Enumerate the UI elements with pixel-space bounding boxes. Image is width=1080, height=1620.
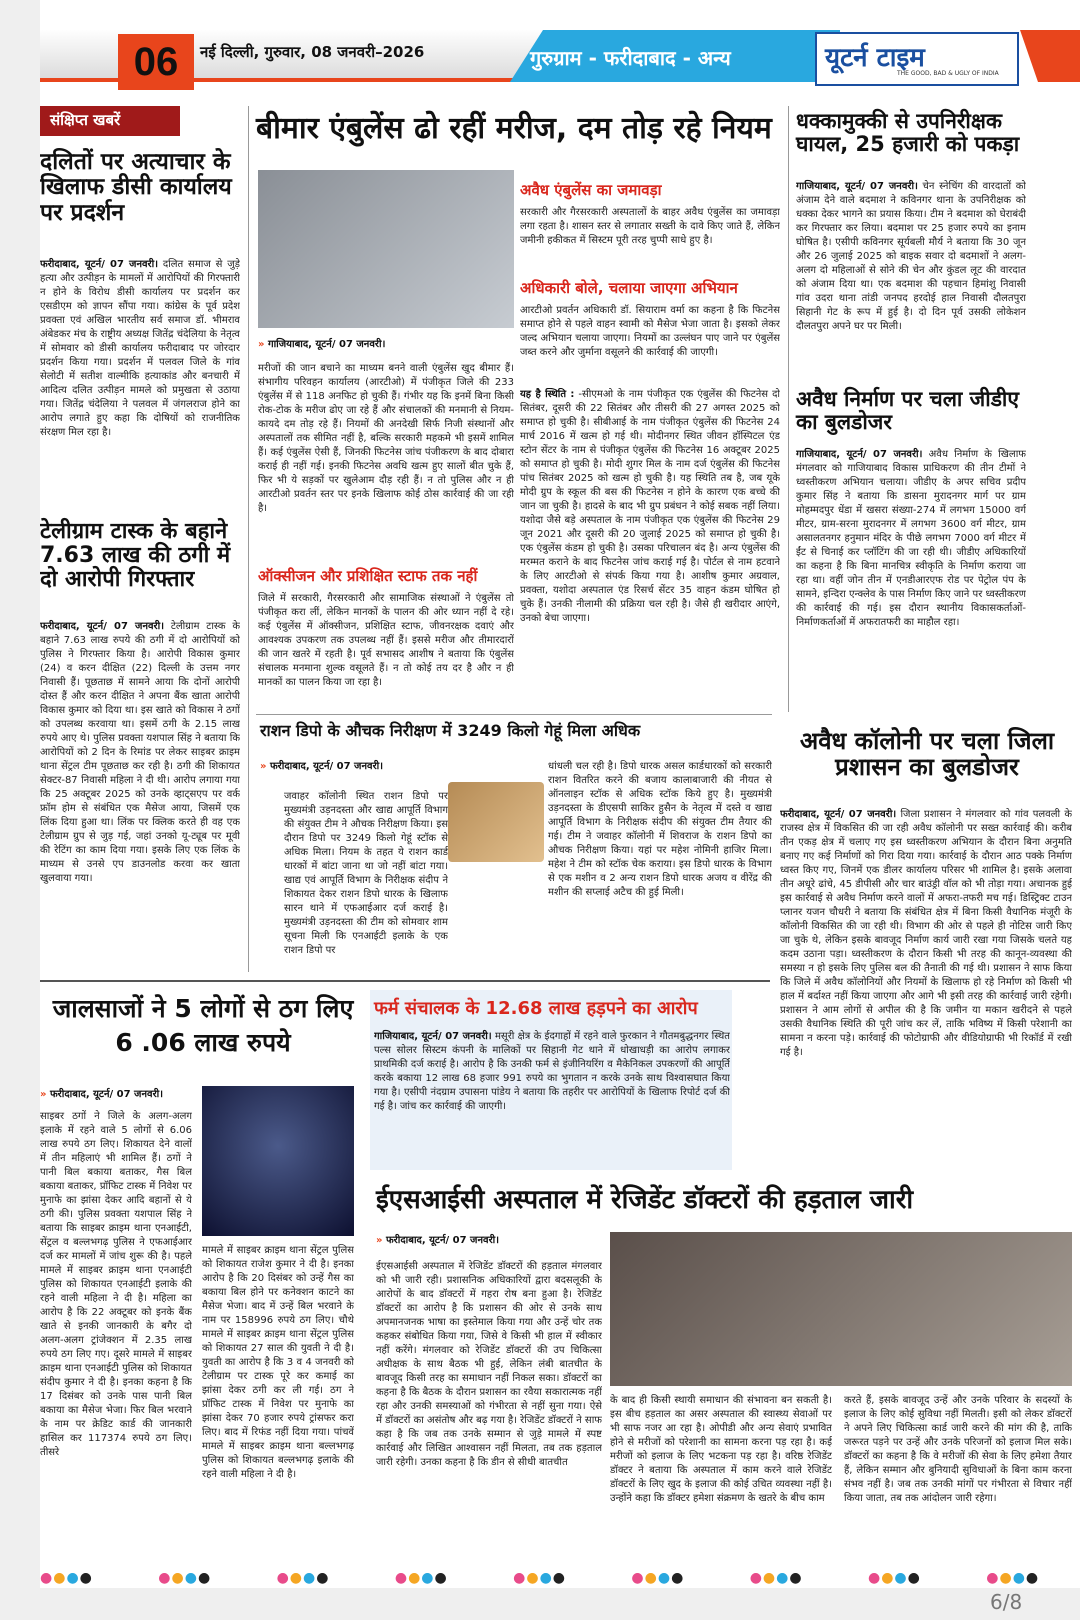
hacker-photo — [202, 1086, 354, 1236]
column-rule — [248, 106, 249, 972]
page-number: 06 — [118, 34, 194, 90]
lead-body-1: मरीजों की जान बचाने का माध्यम बनने वाली एंबुलेंस खुद बीमार हैं। संभागीय परिवहन कार्यालय (आरटीओ) में पंजीकृत जिले की 233 एंबुलेंस में से 118 अनफिट हो चुकी हैं। गंभीर यह कि इनमें बिना किसी रोक-टोक के मरीज ढोए जा रहे हैं और संचालकों की मनमानी से नियम-कायदे दम तोड़ रहे हैं। नियमों की अनदेखी सिर्फ निजी संस्थानों और अस्पतालों तक सीमित नहीं है, बल्कि सरकारी महकमे भी इसमें शामिल हैं। कई एंबुलेंस ऐसी हैं, जिनकी फिटनेस जांच पंजीकरण के बाद दोबारा कराई ही नहीं गई। इनकी फिटनेस अवधि खत्म हुए सालों बीत चुके हैं, फिर भी ये सड़कों पर खुलेआम दौड़ रही हैं। न तो पुलिस और न ही आरटीओ प्रवर्तन स्तर पर इनके खिलाफ कोई ठोस कार्रवाई की जा रही है। — [258, 363, 514, 514]
publication-logo — [815, 32, 1019, 86]
brief-story2-headline: टेलीग्राम टास्क के बहाने 7.63 लाख की ठगी में दो आरोपी गिरफ्तार — [40, 519, 231, 593]
section-title: गुरुग्राम - फरीदाबाद - अन्य — [530, 46, 731, 70]
right1-body — [796, 178, 1026, 378]
ration-headline: राशन डिपो के औचक निरीक्षण में 3249 किलो गेहूं मिला अधिक — [260, 721, 641, 740]
lead-body-5 — [520, 388, 780, 710]
column-rule — [788, 106, 789, 712]
right1-text: चेन स्नेचिंग की वारदातों को अंजाम देने वाले बदमाश ने कविनगर थाना के उपनिरीक्षक को धक्का देकर भागने का प्रयास किया। टीम ने बदमाश को घेराबंदी कर गिरफ्तार कर लिया। बदमाश पर 25 हजार रुपये का इनाम घोषित है। एसीपी कविनगर सूर्यबली मौर्य ने बताया कि 30 जून और 26 जुलाई 2025 को बाइक सवार दो बदमाशों ने अलग-अलग दो महिलाओं से सोने की चेन और कुंडल लूट की वारदात को अंजाम दिया था। एक बदमाश की पहचान हिमांशु निवासी गांव उदरा थाना तांडी जनपद हरदोई हाल निवासी दौलतपुरा सिहानी गेट के रूप में हुई है। दो दिन पूर्व उसकी लोकेशन दौलतपुरा अपने घर पर मिली। — [796, 181, 1026, 332]
wheat-photo — [448, 782, 544, 862]
esic-body-3: करते हैं, इसके बावजूद उन्हें और उनके परिवार के सदस्यों के इलाज के लिए कोई सुविधा नहीं मिलती। इसी को लेकर डॉक्टरों ने अपने लिए चिकित्सा कार्ड जारी करने की मांग की है, ताकि जरूरत पड़ने पर उन्हें और उनके परिजनों को इलाज मिल सके। डॉक्टरों का कहना है कि वे मरीजों की सेवा के लिए हमेशा तैयार हैं, लेकिन सम्मान और बुनियादी सुविधाओं के बिना काम करना संभव नहीं है। जब तक उनकी मांगों पर गंभीरता से विचार नहीं किया जाता, तब तक आंदोलन जारी रहेगा। — [844, 1395, 1072, 1504]
right2-text: अवैध निर्माण के खिलाफ मंगलवार को गाजियाबाद विकास प्राधिकरण की तीन टीमों ने ध्वस्तीकरण अभियान चलाया। जीडीए के अपर सचिव प्रदीप कुमार सिंह ने बताया कि डासना मुरादनगर मार्ग पर ग्राम मोहम्मदपुर धेंडा में खसरा संख्या-274 में लगभग 15000 वर्ग मीटर, ग्राम-सरना मुरादनगर में लगभग 3600 वर्ग मीटर, ग्राम असालतनगर हनुमान मंदिर के पीछे लगभग 7000 वर्ग मीटर में ईंट से चिनाई कर प्लॉटिंग की जा रही थी। जीडीए अधिकारियों का कहना है कि बिना मानचित्र स्वीकृति के निर्माण कराया जा रहा था। वहीं जोन तीन में एनडीआरएफ रोड पर पेट्रोल पंप के सामने, इन्दिरा एन्क्लेव के पास निर्माण किए जाने पर ध्वस्तीकरण की कार्रवाई की गई। इस दौरान स्थानीय विकासकर्ताओं- निर्माणकर्ताओं में अफरातफरी का माहौल रहा। — [796, 449, 1026, 628]
right2-dateline: गाजियाबाद, यूटर्न/ 07 जनवरी। — [796, 449, 923, 460]
lead-subhead-oxygen: ऑक्सीजन और प्रशिक्षित स्टाफ तक नहीं — [258, 567, 478, 585]
newspaper-page — [40, 0, 1080, 1588]
dateline-arrow-icon: » — [376, 1235, 386, 1246]
lead-photo-caption — [258, 336, 514, 350]
brief-news-tag: संक्षिप्त खबरें — [40, 106, 180, 136]
lead-photo-caption-text: गाजियाबाद, यूटर्न/ 07 जनवरी। — [267, 339, 386, 350]
ration-body-1: जवाहर कॉलोनी स्थित राशन डिपो पर मुख्यमंत्री उड़नदस्ता और खाद्य आपूर्ति विभाग की संयुक्त टीम ने औचक निरीक्षण किया। इस दौरान डिपो पर 3249 किलो गेहूं स्टॉक से अधिक मिला। नियम के तहत ये राशन कार्ड धारकों में बांटा जाना था जो नहीं बांटा गया। खाद्य एवं आपूर्ति विभाग के निरीक्षक संदीप ने शिकायत देकर राशन डिपो धारक के खिलाफ सारन थाने में एफआईआर दर्ज कराई है। मुख्यमंत्री उड़नदस्ता की टीम को सोमवार शाम सूचना मिली कि एनआईटी इलाके के एक राशन डिपो पर — [284, 791, 448, 956]
esic-dateline — [376, 1232, 576, 1246]
right1-dateline: गाजियाबाद, यूटर्न/ 07 जनवरी। — [796, 181, 918, 192]
brief-story2-dateline: फरीदाबाद, यूटर्न/ 07 जनवरी। — [40, 621, 165, 632]
esic-dateline-text: फरीदाबाद, यूटर्न/ 07 जनवरी। — [385, 1235, 500, 1246]
colony-headline: अवैध कॉलोनी पर चला जिला प्रशासन का बुलडोजर — [799, 727, 1055, 782]
section-rule — [40, 980, 770, 982]
logo-tagline: THE GOOD, BAD & UGLY OF INDIA — [897, 70, 999, 77]
masthead-corner — [1020, 30, 1080, 82]
lead-body-2: जिले में सरकारी, गैरसरकारी और सामाजिक संस्थाओं ने एंबुलेंस तो पंजीकृत करा लीं, लेकिन मानकों के पालन की ओर ध्यान नहीं दे रहे। कई एंबुलेंस में ऑक्सीजन, प्रशिक्षित स्टाफ, जीवनरक्षक दवाएं और आवश्यक उपकरण तक उपलब्ध नहीं हैं। इससे मरीज और तीमारदारों की जान खतरे में रहती है। पूर्व सभासद आशीष ने बताया कि एंबुलेंस संचालक मनमाना शुल्क वसूलते हैं। न तो कोई तय दर है और न ही मानकों का पालन किया जा रहा है। — [258, 593, 514, 688]
firm-text: मसूरी क्षेत्र के ईदगाहों में रहने वाले फुरकान ने गौतमबुद्धनगर स्थित पल्स सोलर सिस्टम कंपनी के मालिकों पर सिहानी गेट थाने में धोखाधड़ी का आरोप लगाकर प्राथमिकी दर्ज कराई है। आरोप है कि उनकी फर्म से इंजीनियरिंग व मैकेनिकल उपकरणों की आपूर्ति करके बकाया 12 लाख 68 हजार 991 रुपये का भुगतान न करके उनके साथ विश्वासघात किया गया है। एसीपी नंदग्राम उपासना पांडेय ने बताया कि तहरीर पर आरोपियों के खिलाफ रिपोर्ट दर्ज की गई है। जांच कर कार्रवाई की जाएगी। — [374, 1031, 730, 1112]
brief-story1-dateline: फरीदाबाद, यूटर्न/ 07 जनवरी। — [40, 259, 159, 270]
brief-story1-headline: दलितों पर अत्याचार के खिलाफ डीसी कार्यालय पर प्रदर्शन — [40, 149, 232, 226]
dateline-arrow-icon: » — [260, 761, 270, 772]
masthead — [40, 30, 1080, 88]
lead-headline: बीमार एंबुलेंस ढो रहीं मरीज, दम तोड़ रहे नियम — [256, 111, 772, 146]
brief-story2-body — [40, 618, 240, 970]
caption-arrow-icon: » — [258, 339, 268, 350]
right2-headline: अवैध निर्माण पर चला जीडीए का बुलडोजर — [796, 387, 1019, 435]
colony-body — [780, 806, 1072, 1166]
logo-wordmark: यूटर्न टाइम — [825, 43, 925, 73]
esic-body-2: के बाद ही किसी स्थायी समाधान की संभावना बन सकती है। इस बीच हड़ताल का असर अस्पताल की स्वास्थ्य सेवाओं पर भी साफ नजर आ रहा है। ओपीडी और अन्य सेवाएं प्रभावित होने से मरीजों को परेशानी का सामना करना पड़ रहा है। कई मरीजों को इलाज के लिए भटकना पड़ रहा है। वरिष्ठ रेजिडेंट डॉक्टर ने बताया कि अस्पताल में काम करने वाले रेजिडेंट डॉक्टरों के लिए खुद के इलाज की कोई उचित व्यवस्था नहीं है। उन्होंने कहा कि डॉक्टर हमेशा संक्रमण के खतरे के बीच काम — [610, 1395, 832, 1504]
firm-body — [374, 1028, 730, 1168]
lead-subhead-officials: अधिकारी बोले, चलाया जाएगा अभियान — [520, 279, 738, 297]
right2-body — [796, 446, 1026, 706]
lead-body-4: आरटीओ प्रवर्तन अधिकारी डॉ. सियाराम वर्मा का कहना है कि फिटनेस समाप्त होने से पहले वाहन स्वामी को मैसेज भेजा जाता है। इसको लेकर जल्द अभियान चलाया जाएगा। नियमों का उल्लंघन पाए जाने पर एंबुलेंस जब्त करने और जुर्माना वसूलने की कार्रवाई की जाएगी। — [520, 305, 780, 358]
lead-status-text: -सीएमओ के नाम पंजीकृत एक एंबुलेंस की फिटनेस दो सितंबर, दूसरी की 22 सितंबर और तीसरी की 27 अगस्त 2025 को समाप्त हो चुकी है। सीबीआई के नाम पंजीकृत एंबुलेंस की फिटनेस 24 मार्च 2016 में खत्म हो गई थी। मोदीनगर स्थित जीवन हॉस्पिटल एंड स्टोन सेंटर के नाम से पंजीकृत एंबुलेंस की फिटनेस 16 अक्टूबर 2025 को समाप्त हो चुकी है। मोदी शुगर मिल के नाम दर्ज एंबुलेंस की फिटनेस पांच सितंबर 2025 को खत्म हो चुकी है। यह स्थिति तब है, जब यूके मोदी ग्रुप के स्कूल की बस की फिटनेस न होने के कारण एक बच्चे की जान जा चुकी है। हादसे के बाद भी ग्रुप प्रबंधन ने कोई सबक नहीं लिया। यशोदा जैसे बड़े अस्पताल के नाम पंजीकृत एक एंबुलेंस की फिटनेस 29 जून 2021 और दूसरी की 20 जुलाई 2025 को समाप्त हो चुकी है। एक एंबुलेंस कंडम हो चुकी है। उसका परिचालन बंद है। अन्य एंबुलेंस की मरम्मत कराने के बाद फिटनेस जांच कराई गई है। पोर्टल से नाम हटवाने के लिए आरटीओ से संपर्क किया गया है। आशीष कुमार अग्रवाल, प्रवक्ता, यशोदा अस्पताल एंड रिसर्च सेंटर 35 वाहन कंडम घोषित हो चुके हैं। उनकी नीलामी की प्रक्रिया चल रही है। जैसे ही खरीदार आएंगे, उनको बेचा जाएगा। — [520, 389, 780, 624]
fraud-dateline-text: फरीदाबाद, यूटर्न/ 07 जनवरी। — [49, 1089, 164, 1100]
fraud-headline: जालसाजों ने 5 लोगों से ठग लिए 6 .06 लाख रुपये — [52, 994, 354, 1057]
firm-headline: फर्म संचालक के 12.68 लाख हड़पने का आरोप — [374, 998, 698, 1019]
brief-story2-text: टेलीग्राम टास्क के बहाने 7.63 लाख रुपये की ठगी में दो आरोपियों को पुलिस ने गिरफ्तार किया है। आरोपी विकास कुमार (24) व करन दीक्षित (22) दिल्ली के उत्तम नगर निवासी हैं। पूछताछ में सामने आया कि दोनों आरोपी दोस्त हैं और करन दीक्षित ने अपना बैंक खाता आरोपी विकास कुमार को दिया था। इस खाते को विकास ने ठगों को उपलब्ध करवाया था। इसमें ठगी के 2.15 लाख रुपये आए थे। पुलिस प्रवक्ता यशपाल सिंह ने बताया कि आरोपियों को 2 दिन के रिमांड पर लेकर साइबर क्राइम थाना सेंट्रल टीम पूछताछ कर रही है। ठगी की शिकायत सेक्टर-87 निवासी महिला ने दी थी। आरोप लगाया गया कि 25 अक्टूबर 2025 को उनके व्हाट्सएप पर वर्क फ्रॉम होम से संबंधित एक मैसेज आया, जिसमें एक लिंक दिया हुआ था। लिंक पर क्लिक करते ही वह एक टेलीग्राम ग्रुप से जुड़ गई, जहां उनको यू-ट्यूब पर मूवी की रेटिंग का काम दिया गया। इसके लिए एक लिंक के माध्यम से उनसे एप डाउनलोड करवा कर खाता खुलवाया गया। — [40, 621, 240, 884]
firm-dateline: गाजियाबाद, यूटर्न/ 07 जनवरी। — [374, 1031, 492, 1042]
dateline-arrow-icon: » — [40, 1089, 50, 1100]
doctors-protest-photo — [610, 1232, 1072, 1386]
ambulance-photo — [258, 170, 514, 328]
fraud-body-2: मामले में साइबर क्राइम थाना सेंट्रल पुलिस को शिकायत राजेश कुमार ने दी है। इनका आरोप है कि 20 दिसंबर को उन्हें गैस का बकाया बिल होने पर कनेक्शन काटने का मैसेज भेजा। बाद में उन्हें बिल भरवाने के नाम पर 158996 रुपये ठग लिए। चौथे मामले में साइबर क्राइम थाना सेंट्रल पुलिस को शिकायत 27 साल की युवती ने दी है। युवती का आरोप है कि 3 व 4 जनवरी को टेलीग्राम पर टास्क पूरे कर कमाई का झांसा देकर ठगी कर ली गई। ठग ने प्रॉफिट टास्क में निवेश पर मुनाफे का झांसा देकर 70 हजार रुपये ट्रांसफर करा लिए। बाद में रिफंड नहीं दिया गया। पांचवें मामले में साइबर क्राइम थाना बल्लभगढ़ पुलिस को शिकायत बल्लभगढ़ इलाके की रहने वाली महिला ने दी है। — [202, 1245, 354, 1480]
esic-headline: ईएसआईसी अस्पताल में रेजिडेंट डॉक्टरों की हड़ताल जारी — [376, 1185, 914, 1215]
lead-body-3: सरकारी और गैरसरकारी अस्पतालों के बाहर अवैध एंबुलेंस का जमावड़ा लगा रहता है। शासन स्तर से लगातार सख्ती के दावे किए जाते हैं, लेकिन जमीनी हकीकत में सिस्टम पूरी तरह चुप्पी साधे हुए है। — [520, 207, 780, 246]
colony-dateline: फरीदाबाद, यूटर्न/ 07 जनवरी। — [780, 809, 897, 820]
footer-dot-strip: ●●●● ●●●● ●●●● ●●●● ●●●● ●●●● ●●●● ●●●● ●●●● — [40, 1570, 1040, 1586]
colony-text: जिला प्रशासन ने मंगलवार को गांव पलवली के राजस्व क्षेत्र में विकसित की जा रही अवैध कॉलोनी पर सख्त कार्रवाई की। करीब तीन एकड़ क्षेत्र में चलाए गए इस ध्वस्तीकरण अभियान के दौरान बिना अनुमति बनाए गए कई निर्माणों को गिरा दिया गया। कार्रवाई के दौरान आठ पक्के निर्माण ध्वस्त किए गए, जिनमें एक डीलर कार्यालय परिसर भी शामिल है। इसके अलावा तीन अधूरे ढांचे, 45 डीपीसी और चार बाउंड्री वॉल को भी तोड़ा गया। अचानक हुई इस कार्रवाई से अवैध निर्माण करने वालों में अफरा-तफरी मच गई। डिस्ट्रिक्ट टाउन प्लानर यजन चौधरी ने बताया कि संबंधित क्षेत्र में बिना किसी वैधानिक मंजूरी के कॉलोनी विकसित की जा रही थी। विभाग की ओर से पहले ही नोटिस जारी किए जा चुके थे, लेकिन इसके बावजूद निर्माण कार्य जारी रखा गया जिसके चलते यह कदम उठाना पड़ा। ध्वस्तीकरण के दौरान किसी भी तरह की कानून-व्यवस्था की समस्या न हो इसके लिए पुलिस बल की तैनाती की गई थी। प्रशासन ने साफ किया कि जिले में अवैध कॉलोनियों और नियमों के खिलाफ हो रहे निर्माण को किसी भी हाल में बर्दाश्त नहीं किया जाएगा और आगे भी इसी तरह की कार्रवाई जारी रहेगी। प्रशासन ने आम लोगों से अपील की है कि जमीन या मकान खरीदने से पहले उसकी वैधानिक स्थिति की पूरी जांच कर लें, ताकि भविष्य में किसी परेशानी का सामना न करना पड़े। कार्रवाई की फोटोग्राफी और वीडियोग्राफी भी रिकॉर्ड में रखी गई है। — [780, 809, 1072, 1058]
ration-body-2: धांधली चल रही है। डिपो धारक असल कार्डधारकों को सरकारी राशन वितरित करने की बजाय कालाबाजारी की नीयत से ऑनलाइन स्टॉक से अधिक स्टॉक किये हुए है। मुख्यमंत्री उड़नदस्ता के डीएसपी साकिर हुसैन के नेतृत्व में दस्ते व खाद्य आपूर्ति विभाग के निरीक्षक संदीप की संयुक्त टीम तैयार की गई। टीम ने जवाहर कॉलोनी में शिवराज के राशन डिपो का औचक निरीक्षण किया। यहां पर महेश नोमिनी हाजिर मिला। महेश ने टीम को स्टॉक चेक कराया। इस डिपो धारक के विभाग से एक मशीन व 2 अन्य राशन डिपो धारक अजय व वीरेंद्र की मशीन की सप्लाई अटैच की हुई मिली। — [548, 761, 772, 898]
esic-body-1: ईएसआईसी अस्पताल में रेजिडेंट डॉक्टरों की हड़ताल मंगलवार को भी जारी रही। प्रशासनिक अधिकारियों द्वारा बदसलूकी के आरोपों के बाद डॉक्टरों में गहरा रोष बना हुआ है। रेजिडेंट डॉक्टरों का आरोप है कि प्रशासन की ओर से उनके साथ अपमानजनक भाषा का इस्तेमाल किया गया और उन्हें चोर तक कहकर संबोधित किया गया, जिसे वे किसी भी हाल में स्वीकार नहीं करेंगे। मंगलवार को रेजिडेंट डॉक्टरों की उप चिकित्सा अधीक्षक के साथ बैठक भी हुई, लेकिन लंबी बातचीत के बावजूद किसी तरह का समाधान नहीं निकल सका। डॉक्टरों का कहना है कि बैठक के दौरान प्रशासन का रवैया सकारात्मक नहीं रहा और उनकी समस्याओं को गंभीरता से नहीं सुना गया। ऐसे में डॉक्टरों का असंतोष और बढ़ गया है। रेजिडेंट डॉक्टरों ने साफ कहा है कि जब तक उनके सम्मान से जुड़े मामले में स्पष्ट कार्रवाई और लिखित आश्वासन नहीं मिलता, तब तक हड़ताल जारी रहेगी। उनका कहना है कि डीन से सीधी बातचीत — [376, 1261, 602, 1468]
lead-subhead-illegal: अवैध एंबुलेंस का जमावड़ा — [520, 181, 662, 199]
masthead-dateline: नई दिल्ली, गुरुवार, 08 जनवरी–2026 — [200, 43, 425, 61]
section-rule — [256, 714, 772, 715]
page-indicator: 6/8 — [990, 1590, 1023, 1614]
ration-dateline — [260, 758, 460, 772]
right1-headline: धक्कामुक्की से उपनिरीक्षक घायल, 25 हजारी को पकड़ा — [796, 109, 1020, 157]
lead-status-label: यह है स्थिति : — [520, 389, 575, 400]
brief-story1-body — [40, 256, 240, 486]
fraud-body-1: साइबर ठगों ने जिले के अलग-अलग इलाके में रहने वाले 5 लोगों से 6.06 लाख रुपये ठग लिए। शिकायत देने वालों में तीन महिलाएं भी शामिल हैं। ठगों ने पानी बिल बकाया बताकर, गैस बिल बकाया बताकर, प्रॉफिट टास्क में निवेश पर मुनाफे का झांसा देकर आदि बहानों से ये ठगी की। पुलिस प्रवक्ता यशपाल सिंह ने बताया कि साइबर क्राइम थाना एनआईटी, सेंट्रल व बल्लभगढ़ पुलिस ने एफआईआर दर्ज कर मामलों में जांच शुरू की है। पहले मामले में साइबर क्राइम थाना एनआईटी पुलिस को शिकायत एनआईटी इलाके की रहने वाली महिला ने दी है। महिला का आरोप है कि 22 अक्टूबर को इनके बैंक खाते से इनकी जानकारी के बगैर दो अलग-अलग ट्रांजेक्शन में 2.35 लाख रुपये ठग लिए गए। दूसरे मामले में साइबर क्राइम थाना एनआईटी पुलिस को शिकायत संदीप कुमार ने दी है। इनका कहना है कि 17 दिसंबर को उनके पास पानी बिल बकाया का मैसेज भेजा। फिर बिल भरवाने के नाम पर क्रेडिट कार्ड की जानकारी हासिल कर 117374 रुपये ठग लिए। तीसरे — [40, 1111, 192, 1458]
brief-story1-text: दलित समाज से जुड़े हत्या और उत्पीड़न के मामलों में आरोपियों की गिरफ्तारी न होने के विरोध डीसी कार्यालय पर प्रदर्शन कर एसडीएम को ज्ञापन सौंपा गया। कांग्रेस के पूर्व प्रदेश प्रवक्ता एवं अखिल भारतीय सर्व समाज डॉ. भीमराव अंबेडकर मंच के राष्ट्रीय अध्यक्ष जितेंद्र चंदेलिया के नेतृत्व में सोमवार को डीसी कार्यालय फरीदाबाद पर जोरदार प्रदर्शन किया गया। प्रदर्शन में पलवल जिले के गांव सेलोटी में सतीश वाल्मीकि हत्याकांड और बनचारी में आदित्य दलित उत्पीड़न मामले को प्रमुखता से उठाया गया। जितेंद्र चंदेलिया ने पलवल में जंगलराज होने का आरोप लगाते हुए कहा कि दोषियों को राजनीतिक संरक्षण मिल रहा है। — [40, 259, 240, 438]
ration-dateline-text: फरीदाबाद, यूटर्न/ 07 जनवरी। — [269, 761, 384, 772]
